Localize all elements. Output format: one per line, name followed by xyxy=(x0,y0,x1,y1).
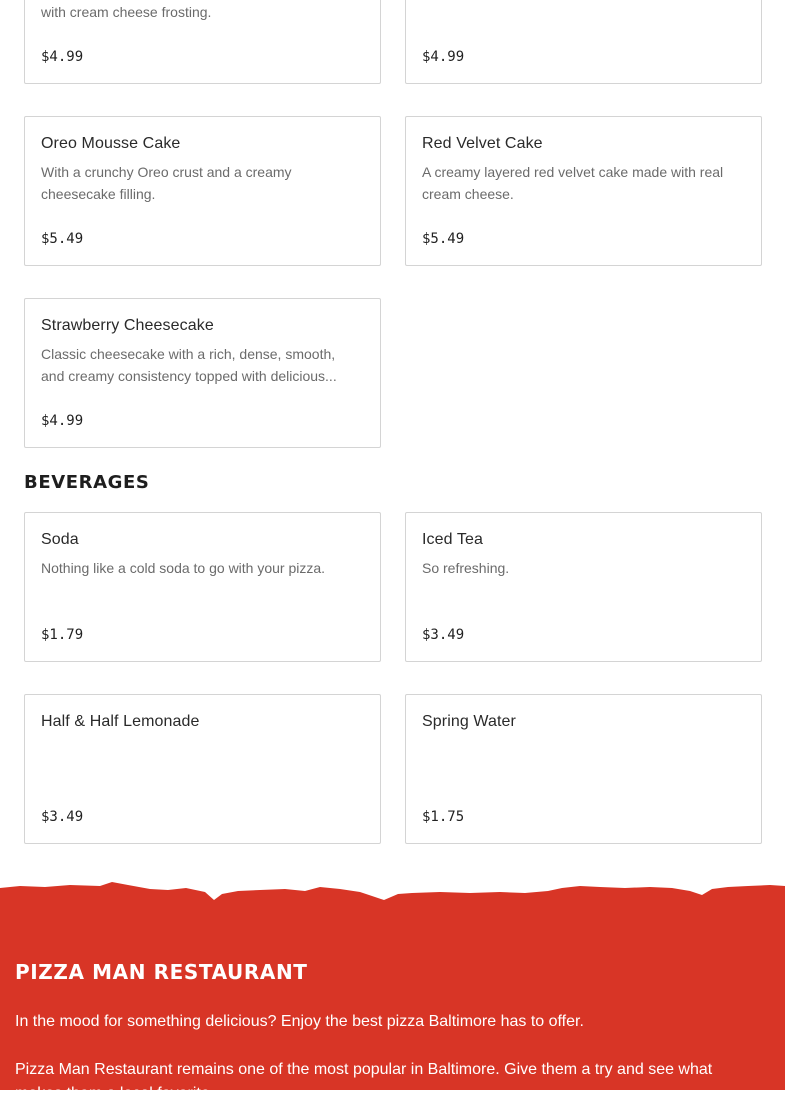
footer-brand-title: PIZZA MAN RESTAURANT xyxy=(15,960,308,984)
menu-item-description: So refreshing. xyxy=(422,560,510,576)
menu-item-card[interactable] xyxy=(405,116,762,266)
site-footer xyxy=(0,880,785,1102)
footer-about-text: Pizza Man Restaurant remains one of the most popular in Baltimore. Give them a try and see what makes them a local favorite. xyxy=(15,1061,713,1102)
menu-item-card[interactable] xyxy=(405,512,762,662)
menu-item-name: Strawberry Cheesecake xyxy=(41,317,214,334)
menu-item-price: $1.75 xyxy=(422,809,465,825)
menu-item-price: $5.49 xyxy=(41,231,84,247)
menu-item-card[interactable] xyxy=(405,0,762,84)
menu-item-card[interactable] xyxy=(24,0,381,84)
section-title-beverages: BEVERAGES xyxy=(24,472,150,493)
menu-item-price: $4.99 xyxy=(41,413,84,429)
menu-item-card[interactable] xyxy=(24,512,381,662)
menu-item-description: Classic cheesecake with a rich, dense, smooth, and creamy consistency topped with delicious... xyxy=(41,346,337,384)
menu-item-description: A creamy layered red velvet cake made with real cream cheese. xyxy=(422,164,724,202)
menu-item-price: $4.99 xyxy=(422,49,465,65)
menu-item-price: $5.49 xyxy=(422,231,465,247)
footer-tagline: In the mood for something delicious? Enjoy the best pizza Baltimore has to offer. xyxy=(15,1013,584,1030)
menu-item-name: Half & Half Lemonade xyxy=(41,713,200,730)
menu-item-description: with cream cheese frosting. xyxy=(41,4,212,20)
menu-item-name: Iced Tea xyxy=(422,531,483,548)
menu-item-name: Oreo Mousse Cake xyxy=(41,135,181,152)
menu-item-card[interactable] xyxy=(24,694,381,844)
menu-item-name: Red Velvet Cake xyxy=(422,135,543,152)
menu-item-card[interactable] xyxy=(24,298,381,448)
menu-item-description: With a crunchy Oreo crust and a creamy cheesecake filling. xyxy=(41,164,292,202)
menu-item-price: $4.99 xyxy=(41,49,84,65)
menu-item-price: $3.49 xyxy=(422,627,465,643)
menu-item-card[interactable] xyxy=(405,694,762,844)
menu-item-name: Soda xyxy=(41,531,79,548)
menu-item-card[interactable] xyxy=(24,116,381,266)
menu-item-description: Nothing like a cold soda to go with your pizza. xyxy=(41,560,326,576)
menu-item-price: $3.49 xyxy=(41,809,84,825)
menu-item-price: $1.79 xyxy=(41,627,84,643)
menu-item-name: Spring Water xyxy=(422,713,516,730)
